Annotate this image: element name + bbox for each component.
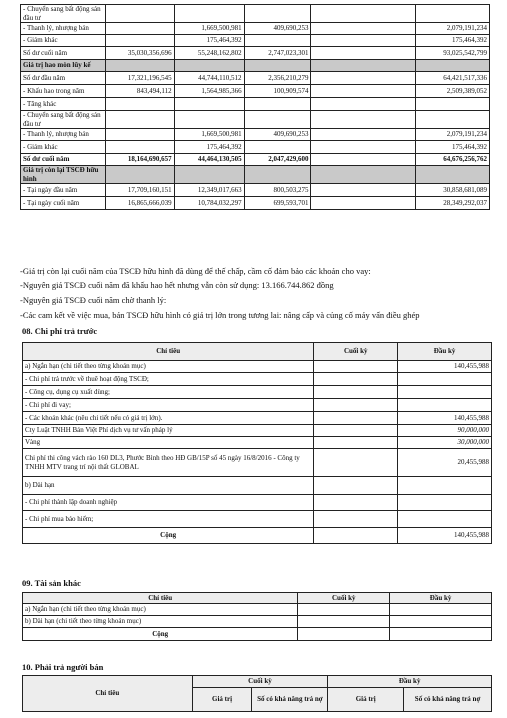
value-cell (311, 85, 416, 98)
row-label: - Khấu hao trong năm (21, 85, 106, 98)
value-cell (311, 111, 416, 129)
value-cell: 1,669,500,981 (174, 23, 244, 35)
row-label: Cty Luật TNHH Bản Việt Phí dịch vụ tư vấn pháp lý (23, 425, 314, 437)
row-label: Giá trị hao mòn lũy kế (21, 60, 106, 72)
end-value (314, 361, 398, 373)
value-cell (311, 23, 416, 35)
value-cell (105, 111, 174, 129)
value-cell: 10,784,032,297 (174, 197, 244, 210)
value-cell (105, 5, 174, 23)
value-cell: 2,079,191,234 (416, 129, 490, 141)
value-cell: 175,464,392 (174, 35, 244, 47)
table-row (23, 477, 492, 495)
row-label: - Thanh lý, nhượng bán (21, 129, 106, 141)
header-end-period: Cuối kỳ (314, 343, 398, 361)
end-value (314, 495, 398, 511)
value-cell (244, 111, 311, 129)
prepaid-expenses-table (22, 342, 492, 544)
header-start-period: Đầu kỳ (328, 676, 492, 688)
table-row (23, 437, 492, 449)
section-09-title: 09. Tài sản khác (22, 578, 81, 588)
value-cell (244, 35, 311, 47)
table-row (23, 604, 492, 616)
row-label: a) Ngắn hạn (chi tiết theo từng khoản mục) (23, 361, 314, 373)
end-value (314, 412, 398, 425)
start-value (398, 511, 492, 528)
total-end (298, 628, 390, 641)
value-cell: 12,349,017,663 (174, 184, 244, 197)
table-row (21, 47, 490, 60)
value-cell (174, 111, 244, 129)
value-cell (174, 5, 244, 23)
value-cell (416, 111, 490, 129)
row-label: - Chuyển sang bất động sản đầu tư (21, 111, 106, 129)
total-label: Cộng (23, 528, 314, 544)
value-cell (311, 166, 416, 184)
row-label: b) Dài hạn (23, 477, 314, 495)
total-start (390, 628, 492, 641)
value-cell (311, 154, 416, 166)
value-cell (311, 129, 416, 141)
value-cell: 800,503,275 (244, 184, 311, 197)
table-row (21, 166, 490, 184)
value-cell: 843,494,112 (105, 85, 174, 98)
table-row (21, 23, 490, 35)
value-cell (174, 166, 244, 184)
end-value (314, 511, 398, 528)
value-cell (244, 98, 311, 111)
end-value (314, 437, 398, 449)
section-08-title: 08. Chi phí trả trước (22, 326, 98, 336)
value-cell: 100,909,574 (244, 85, 311, 98)
note-mortgaged: -Giá trị còn lại cuối năm của TSCĐ hữu hình đã dùng để thế chấp, cầm cố đảm bảo các khoản cho vay: (20, 266, 371, 276)
value-cell: 409,690,253 (244, 23, 311, 35)
table-row (21, 98, 490, 111)
value-cell (416, 98, 490, 111)
note-pending-disposal: -Nguyên giá TSCĐ cuối năm chờ thanh lý: (20, 295, 167, 305)
table-row (21, 72, 490, 85)
row-label: - Thanh lý, nhượng bán (21, 23, 106, 35)
header-end-period: Cuối kỳ (298, 593, 390, 604)
value-cell (105, 23, 174, 35)
value-cell (244, 60, 311, 72)
table-row (23, 495, 492, 511)
row-label: Giá trị còn lại TSCĐ hữu hình (21, 166, 106, 184)
table-row (21, 154, 490, 166)
table-row (23, 412, 492, 425)
row-label: - Các khoản khác (nêu chi tiết nếu có giá trị lớn). (23, 412, 314, 425)
value-cell: 44,464,130,505 (174, 154, 244, 166)
value-cell (244, 166, 311, 184)
row-label: Chi phí thi công vách rào 160 DL3, Phước Bình theo HĐ GB/15P số 45 ngày 16/8/2016 - Công ty TNHH MTV trang trí nội thất GLOBAL (23, 449, 314, 477)
row-label: - Chi phí trả trước về thuê hoạt động TSCĐ; (23, 373, 314, 386)
table-row (23, 386, 492, 399)
value-cell (311, 47, 416, 60)
row-label: - Giảm khác (21, 141, 106, 154)
value-cell (311, 184, 416, 197)
value-cell (174, 60, 244, 72)
header-end-value: Giá trị (192, 688, 252, 712)
value-cell (105, 129, 174, 141)
start-value: 20,455,988 (398, 449, 492, 477)
value-cell: 17,321,196,545 (105, 72, 174, 85)
header-start-period: Đầu kỳ (398, 343, 492, 361)
total-end (314, 528, 398, 544)
value-cell: 35,030,356,696 (105, 47, 174, 60)
value-cell (416, 60, 490, 72)
row-label: b) Dài hạn (chi tiết theo từng khoản mục) (23, 616, 298, 628)
row-label: Số dư đầu năm (21, 72, 106, 85)
table-row (23, 399, 492, 412)
value-cell: 1,564,985,366 (174, 85, 244, 98)
table-row (23, 361, 492, 373)
header-end-period: Cuối kỳ (192, 676, 328, 688)
start-value: 140,455,988 (398, 412, 492, 425)
value-cell: 30,858,681,089 (416, 184, 490, 197)
table-row (21, 85, 490, 98)
value-cell: 175,464,392 (416, 141, 490, 154)
value-cell: 2,509,389,052 (416, 85, 490, 98)
table-row (23, 373, 492, 386)
value-cell: 2,356,210,279 (244, 72, 311, 85)
table-row (21, 197, 490, 210)
value-cell: 17,709,160,151 (105, 184, 174, 197)
header-start-payable: Số có khả năng trả nợ (404, 688, 492, 712)
start-value (390, 604, 492, 616)
start-value: 140,455,988 (398, 361, 492, 373)
start-value (390, 616, 492, 628)
value-cell: 55,248,162,802 (174, 47, 244, 60)
value-cell (244, 5, 311, 23)
table-row (21, 35, 490, 47)
row-label: a) Ngắn hạn (chi tiết theo từng khoản mục) (23, 604, 298, 616)
row-label: Số dư cuối năm (21, 47, 106, 60)
note-commitments: -Các cam kết về việc mua, bán TSCĐ hữu hình có giá trị lớn trong tương lai: nâng cấp và củng cố máy vấn điều ghép (20, 310, 420, 320)
end-value (314, 373, 398, 386)
end-value (314, 449, 398, 477)
row-label: - Công cụ, dụng cụ xuất dùng; (23, 386, 314, 399)
value-cell (416, 166, 490, 184)
row-label: Vàng (23, 437, 314, 449)
value-cell (244, 141, 311, 154)
table-row (21, 129, 490, 141)
value-cell: 409,690,253 (244, 129, 311, 141)
start-value (398, 495, 492, 511)
row-label: Số dư cuối năm (21, 154, 106, 166)
end-value (314, 399, 398, 412)
end-value (298, 616, 390, 628)
header-start-period: Đầu kỳ (390, 593, 492, 604)
start-value (398, 477, 492, 495)
payables-table (22, 675, 492, 712)
end-value (314, 477, 398, 495)
end-value (298, 604, 390, 616)
row-label: - Chuyển sang bất động sản đầu tư (21, 5, 106, 23)
start-value: 30,000,000 (398, 437, 492, 449)
note-fully-depreciated: -Nguyên giá TSCĐ cuối năm đã khấu hao hết nhưng vẫn còn sử dụng: 13.166.744.862 đồng (20, 280, 334, 290)
value-cell (311, 141, 416, 154)
header-indicator: Chỉ tiêu (23, 343, 314, 361)
value-cell (105, 60, 174, 72)
row-label: - Tại ngày cuối năm (21, 197, 106, 210)
table-row (21, 60, 490, 72)
table-row (23, 425, 492, 437)
row-label: - Chi phí thành lập doanh nghiệp (23, 495, 314, 511)
header-start-value: Giá trị (328, 688, 404, 712)
value-cell: 93,025,542,799 (416, 47, 490, 60)
value-cell (311, 72, 416, 85)
row-label: - Chi phí đi vay; (23, 399, 314, 412)
header-indicator: Chỉ tiêu (23, 676, 193, 712)
value-cell: 2,079,191,234 (416, 23, 490, 35)
table-row (21, 184, 490, 197)
row-label: - Tăng khác (21, 98, 106, 111)
total-row (23, 528, 492, 544)
fixed-asset-table (20, 4, 490, 210)
start-value (398, 386, 492, 399)
value-cell (174, 98, 244, 111)
value-cell (105, 98, 174, 111)
value-cell: 2,747,023,301 (244, 47, 311, 60)
row-label: - Chi phí mua bảo hiểm; (23, 511, 314, 528)
value-cell (311, 35, 416, 47)
table-row (21, 5, 490, 23)
table-row (21, 141, 490, 154)
value-cell (105, 141, 174, 154)
value-cell: 16,865,666,039 (105, 197, 174, 210)
table-row (23, 511, 492, 528)
value-cell (311, 5, 416, 23)
value-cell: 28,349,292,037 (416, 197, 490, 210)
value-cell (311, 98, 416, 111)
total-label: Cộng (23, 628, 298, 641)
start-value (398, 399, 492, 412)
value-cell: 44,744,110,512 (174, 72, 244, 85)
other-assets-table (22, 592, 492, 641)
value-cell (105, 35, 174, 47)
total-start: 140,455,988 (398, 528, 492, 544)
value-cell (416, 5, 490, 23)
header-indicator: Chỉ tiêu (23, 593, 298, 604)
table-row (23, 449, 492, 477)
table-row (23, 616, 492, 628)
header-end-payable: Số có khả năng trả nợ (252, 688, 328, 712)
table-row (21, 111, 490, 129)
value-cell: 64,421,517,336 (416, 72, 490, 85)
start-value: 90,000,000 (398, 425, 492, 437)
row-label: - Tại ngày đầu năm (21, 184, 106, 197)
value-cell (105, 166, 174, 184)
value-cell: 2,047,429,600 (244, 154, 311, 166)
start-value (398, 373, 492, 386)
value-cell: 1,669,500,981 (174, 129, 244, 141)
total-row (23, 628, 492, 641)
value-cell: 18,164,690,657 (105, 154, 174, 166)
value-cell (311, 197, 416, 210)
end-value (314, 425, 398, 437)
value-cell: 64,676,256,762 (416, 154, 490, 166)
end-value (314, 386, 398, 399)
value-cell: 175,464,392 (174, 141, 244, 154)
section-10-title: 10. Phải trả người bán (22, 662, 104, 672)
value-cell (311, 60, 416, 72)
value-cell: 175,464,392 (416, 35, 490, 47)
row-label: - Giảm khác (21, 35, 106, 47)
value-cell: 699,593,701 (244, 197, 311, 210)
